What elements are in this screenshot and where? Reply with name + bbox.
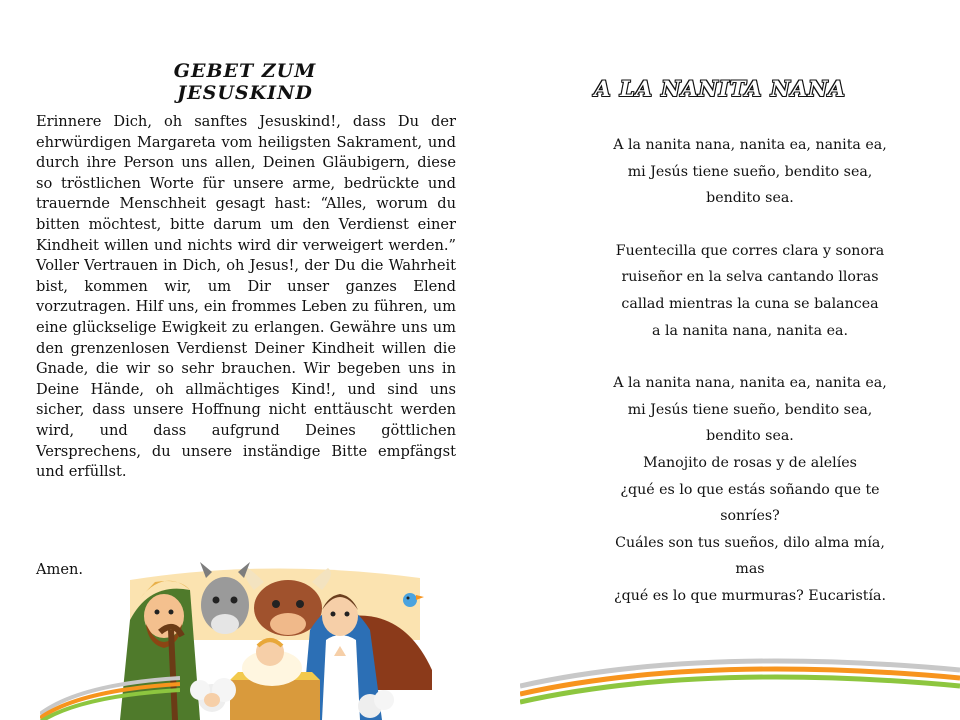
lyric-line: bendito sea. [706,428,794,445]
right-decorative-wave [520,640,960,720]
lyric-line: A la nanita nana, nanita ea, nanita ea, [613,137,887,153]
lyric-line: ruiseñor en la selva cantando lloras [621,269,879,286]
prayer-text: Erinnere Dich, oh sanftes Jesuskind!, dass Du der ehrwürdigen Margareta vom heiligsten Sakrament, und durch ihre Person uns allen, Deinen Gläubigern, diese so tröstlichen Worte für unsere arme, bedrückte und trauernde Menschheit gesagt hast: “Alles, worum du bitten möchtest, bitte darum um den Verdienst einer Kindheit willen und nichts wird dir verweigert werden.” Voller Vertrauen in Dich, oh Jesus!, der Du die Wahrheit bist, kommen wir, um Dir unser ganzes Elend vorzutragen. Hilf uns, ein frommes Leben zu führen, um eine glückselige Ewigkeit zu erlangen. Gewähre uns um den grenzenlosen Verdienst Deiner Kindheit willen die Gnade, die wir so sehr brauchen. Wir begeben uns in Deine Hände, oh allmächtiges Kind!, und sind uns sicher, dass unsere Hoffnung nicht enttäuscht werden wird, und dass aufgrund Deines göttlichen Versprechens, du unsere inständige Bitte empfängst und erfüllst. [36,113,456,481]
prayer-title: GEBET ZUM JESUSKIND [173,60,317,104]
lyric-line: A la nanita nana, nanita ea, nanita ea, [613,375,887,392]
lyric-line: Cuáles son tus sueños, dilo alma mía, [615,534,885,551]
lyric-line: Fuentecilla que corres clara y sonora [615,242,885,259]
lyric-line: ¿qué es lo que estás soñando que te [620,481,880,498]
lyric-line: ¿qué es lo que murmuras? Eucaristía. [614,587,886,604]
lyric-line: a la nanita nana, nanita ea. [652,322,848,339]
lyric-line: mi Jesús tiene sueño, bendito sea, [627,163,873,180]
bird-figure [403,593,424,607]
lyric-line: mas [735,561,765,578]
song-title: A LA NANITA NANA [594,76,846,101]
lyric-line: callad mientras la cuna se balancea [621,295,879,312]
lyric-line: Manojito de rosas y de alelíes [643,454,857,471]
left-decorative-wave [40,670,180,720]
lyric-line: sonríes? [720,508,780,525]
lyric-line: bendito sea. [706,190,794,207]
lyric-line: mi Jesús tiene sueño, bendito sea, [627,401,873,418]
prayer-amen: Amen. [36,561,84,578]
song-lyrics [500,132,960,610]
baby-jesus-figure [230,638,320,720]
